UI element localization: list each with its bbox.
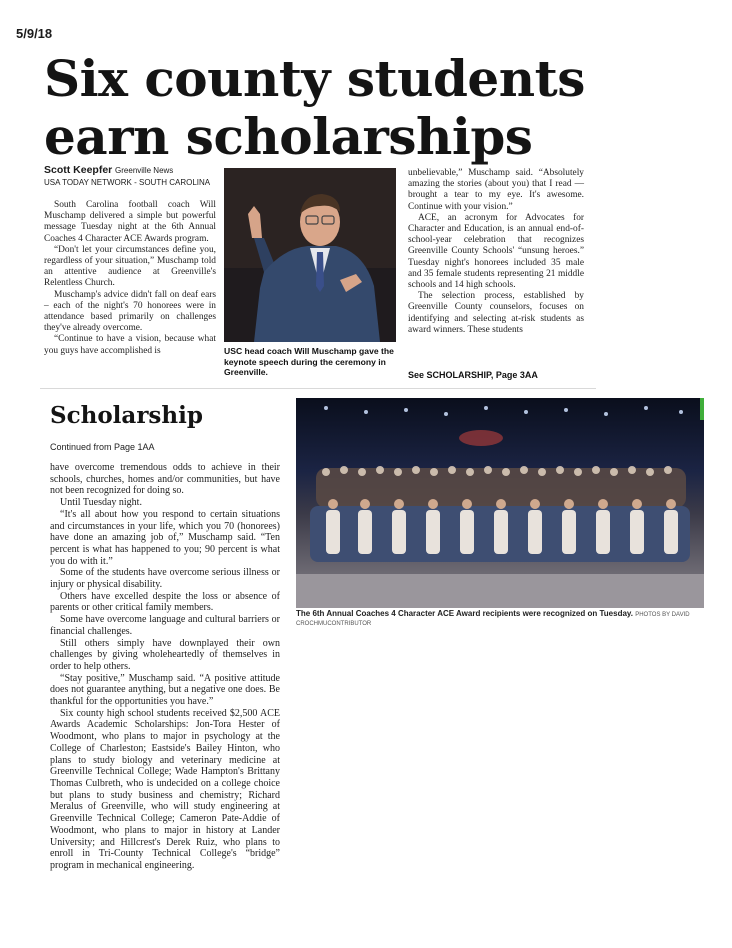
coach-illustration [224,168,396,342]
paragraph: ACE, an acronym for Advocates for Character and Education, is an annual end-of-school-year celebration that recognizes Greenville County Schools' “unsung heroes.” Tuesday night's honorees included 35 male and 35 female students representing 21 middle schools and 14 high schools. [408,212,584,291]
paragraph: Still others simply have downplayed their own challenges by giving wholeheartedly of themselves in order to help others. [50,637,280,672]
clipping-date: 5/9/18 [16,26,53,41]
author-network: USA TODAY NETWORK - SOUTH CAROLINA [44,178,211,187]
paragraph: Others have excelled despite the loss or absence of parents or other critical family members. [50,590,280,614]
paragraph: have overcome tremendous odds to achieve in their schools, churches, homes and/or communities, but have not been recognized for doing so. [50,462,280,497]
paragraph: “Don't let your circumstances define you, regardless of your situation,” Muschamp told an attentive audience at Greenville's Relentless Church. [44,244,216,289]
headline-line-2: earn scholarships [44,107,533,166]
group-illustration [296,398,704,608]
article-column-3 [408,168,584,336]
section-divider [40,388,596,389]
paragraph: Some of the students have overcome serious illness or injury or physical disability. [50,567,280,591]
paragraph: The selection process, established by Greenville County counselors, focuses on identifying and selecting at-risk students as award winners. These students [408,291,584,335]
article-column-1 [44,200,216,357]
continuation-title: Scholarship [50,402,203,429]
paragraph: “Stay positive,” Muschamp said. “A positive attitude does not guarantee anything, but a negative one does. Be thankful for the opportunities you have.” [50,672,280,708]
headline-line-1: Six county students [44,49,585,108]
group-caption-text: The 6th Annual Coaches 4 Character ACE Award recipients were recognized on Tuesday. [296,609,633,618]
paragraph: Until Tuesday night. [60,497,142,509]
jump-reference: See SCHOLARSHIP, Page 3AA [408,370,538,380]
paragraph: Muschamp's advice didn't fall on deaf ears – each of the night's 70 honorees were in attendance based primarily on challenges they've already overcome. [44,289,216,334]
paragraph: “Continue to have a vision, because what you guys have accomplished is [44,334,216,356]
paragraph: “It's all about how you respond to certain situations and circumstances in your life, which you 70 (honorees) have done an amazing job of,” Muschamp said. “Ten percent is what has happened to you; 90 percent is what you do with it.” [50,508,280,567]
paragraph: unbelievable,” Muschamp said. “Absolutely amazing the stories (about you) that I read — brought a tear to my eye. It's awesome. Continue with your vision.” [408,168,584,212]
continued-from: Continued from Page 1AA [50,442,155,452]
author-name: Scott Keepfer [44,164,113,176]
group-photo-caption [296,609,704,627]
coach-photo-caption: USC head coach Will Muschamp gave the keynote speech during the ceremony in Greenville. [224,346,394,377]
headline [44,50,644,166]
paragraph: Some have overcome language and cultural barriers or financial challenges. [50,614,280,637]
coach-photo [224,168,396,342]
byline [44,164,224,189]
continuation-column [50,462,280,872]
paragraph: Six county high school students received $2,500 ACE Awards Academic Scholarships: Jon-Tora Hester of Woodmont, who plans to major in psychology at the College of Charleston; Eastside's Bailey Hinton, who plans to study biology and veterinary medicine at Greenville Technical College; Wade Hampton's Brittany Thomas Culbreth, who is undecided on a college choice but plans to study business and chemistry; Richard Meralus of Greenville, who will study engineering at Greenville Technical College; Cameron Pate-Addie of Woodmont, who plans to major in history at Lander University; and Hillcrest's Derek Ruiz, who plans to enroll in Tri-County Technical College's “bridge” program in mechanical engineering. [50,707,280,871]
group-photo [296,398,704,608]
author-affiliation: Greenville News [115,166,174,175]
photo-credit: PHOTOS BY DAVID CROCHMUCONTRIBUTOR [296,612,690,627]
paragraph: South Carolina football coach Will Muschamp delivered a simple but powerful message Tuesday night at the 6th Annual Coaches 4 Character ACE Awards program. [44,200,216,244]
